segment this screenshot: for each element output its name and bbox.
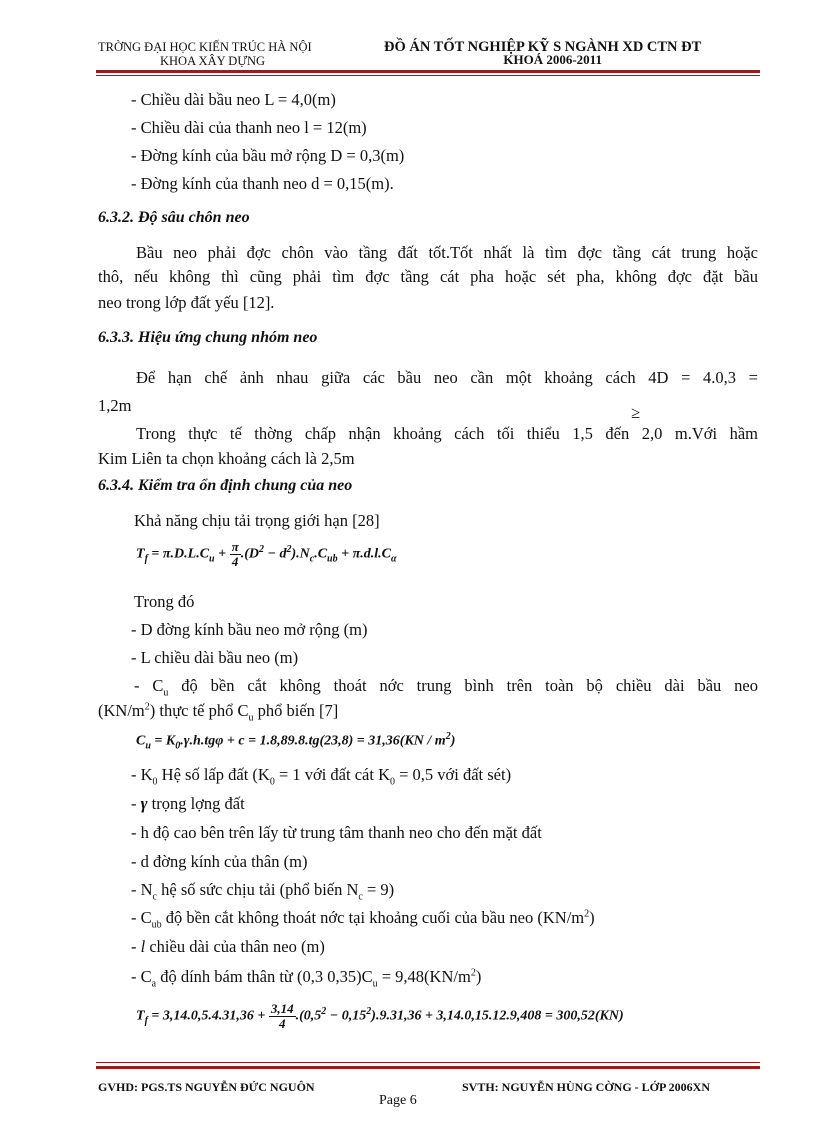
para-group-line2: 1,2m — [98, 396, 132, 415]
student: SVTH: NGUYỄN HÙNG CỜNG - LỚP 2006XN — [462, 1080, 711, 1094]
footer-rule-thick — [96, 1066, 760, 1069]
para-practice-line2: Kim Liên ta chọn khoảng cách là 2,5m — [98, 449, 355, 468]
where-label: Trong đó — [134, 592, 195, 611]
section-heading-6-3-4: 6.3.4. Kiểm tra ổn định chung của neo — [98, 477, 353, 494]
school-name: TRỜNG ĐẠI HỌC KIẾN TRÚC HÀ NỘI — [98, 40, 312, 54]
header-left — [98, 40, 312, 68]
course-years: KHOÁ 2006-2011 — [503, 52, 602, 67]
fraction-3-14-over-4: $\frac{3,14}{4}$ — [270, 1001, 294, 1031]
project-title: ĐỒ ÁN TỐT NGHIỆP KỸ S NGÀNH XD CTN ĐT — [384, 39, 702, 55]
def-d: - d đờng kính của thân (m) — [131, 852, 308, 871]
formula-Tf-result: $T_f = 3,14.0,5.4.31,36$ + $\frac{3,14}{4}$ $.(0,5^2 - 0,15^2).9.31,36 + 3,14.0,15.12.9,408 = 300,52(KN)$ — [136, 1001, 624, 1031]
def-K0: - $K_0$ Hệ số lấp đất ($K_0 = 1$ với đất cát $K_0 = 0,5$ với đất sét) — [131, 765, 512, 788]
section-heading-6-3-3: 6.3.3. Hiệu ứng chung nhóm neo — [98, 329, 318, 346]
def-Ca: - $C_a$ độ dính bám thân từ (0,3 $0,35)C_u = 9,48(KN/m^2)$ — [131, 967, 482, 990]
page-number: Page 6 — [379, 1093, 417, 1108]
header-rule-thin — [96, 75, 760, 76]
capacity-intro: Khả năng chịu tải trọng giới hạn [28] — [134, 511, 380, 530]
geq-symbol: ≥ — [631, 403, 641, 422]
item-rod-length: - Chiều dài của thanh neo l = 12(m) — [131, 118, 367, 137]
formula-Cu: $C_u = K_0.\gamma.h.tg\varphi + c = 1.8,89.8.tg(23,8) = 31,36(KN / m^2)$ — [136, 731, 456, 752]
def-Cub: - $C_{ub}$ độ bền cắt không thoát nớc tại khoảng cuối của bầu neo $(KN/m^2)$ — [131, 908, 595, 931]
def-gamma: - γ trọng lợng đất — [131, 794, 245, 813]
para-depth-line1: Bầu neo phải đợc chôn vào tầng đất tốt.Tốt nhất là tìm đợc tầng cát trung hoặc — [136, 243, 758, 262]
para-depth-line3: neo trong lớp đất yếu [12]. — [98, 293, 275, 312]
faculty-name: KHOA XÂY DỰNG — [160, 54, 266, 68]
def-D: - D đờng kính bầu neo mở rộng (m) — [131, 620, 368, 639]
item-bulb-diameter: - Đờng kính của bầu mở rộng D = 0,3(m) — [131, 146, 405, 165]
supervisor: GVHD: PGS.TS NGUYỄN ĐỨC NGUÔN — [98, 1080, 315, 1094]
formula-ultimate-capacity: $T_f = \pi.D.L.C_u$ + $\frac{\pi}{4}$ $.(D^2 - d^2).N_c.C_{ub} + \pi.d.l.C_\alpha$ — [136, 539, 397, 569]
def-Nc: - $N_c$ hệ số sức chịu tải (phổ biến $N_c = 9$) — [131, 880, 395, 903]
def-l: - l chiều dài của thân neo (m) — [131, 937, 325, 956]
def-Cu-line1: - $C_u$ độ bền cắt không thoát nớc trung bình trên toàn bộ chiều dài bầu neo — [134, 676, 759, 699]
section-heading-6-3-2: 6.3.2. Độ sâu chôn neo — [98, 209, 250, 226]
def-L: - L chiều dài bầu neo (m) — [131, 648, 299, 667]
footer-rule-thin — [96, 1062, 760, 1063]
item-rod-diameter: - Đờng kính của thanh neo d = 0,15(m). — [131, 174, 394, 193]
def-Cu-line2: $(KN/m^2)$ thực tế phổ $C_u$ phổ biến [7] — [98, 701, 339, 724]
item-anchor-length: - Chiều dài bầu neo L = 4,0(m) — [131, 90, 336, 109]
para-depth-line2: thô, nếu không thì cũng phải tìm đợc tầng cát pha hoặc sét pha, không đợc đặt bầu — [98, 267, 758, 286]
para-practice-line1: Trong thực tế thờng chấp nhận khoảng cách tối thiểu 1,5 đến 2,0 m.Với hầm — [136, 424, 758, 443]
header-right — [384, 40, 701, 67]
def-h: - h độ cao bên trên lấy từ trung tâm thanh neo cho đến mặt đất — [131, 823, 542, 842]
header-rule-thick — [96, 70, 760, 73]
para-group-line1: Để hạn chế ảnh nhau giữa các bầu neo cần một khoảng cách 4D = 4.0,3 = — [136, 368, 758, 387]
fraction-pi-over-4: $\frac{\pi}{4}$ — [231, 539, 239, 569]
